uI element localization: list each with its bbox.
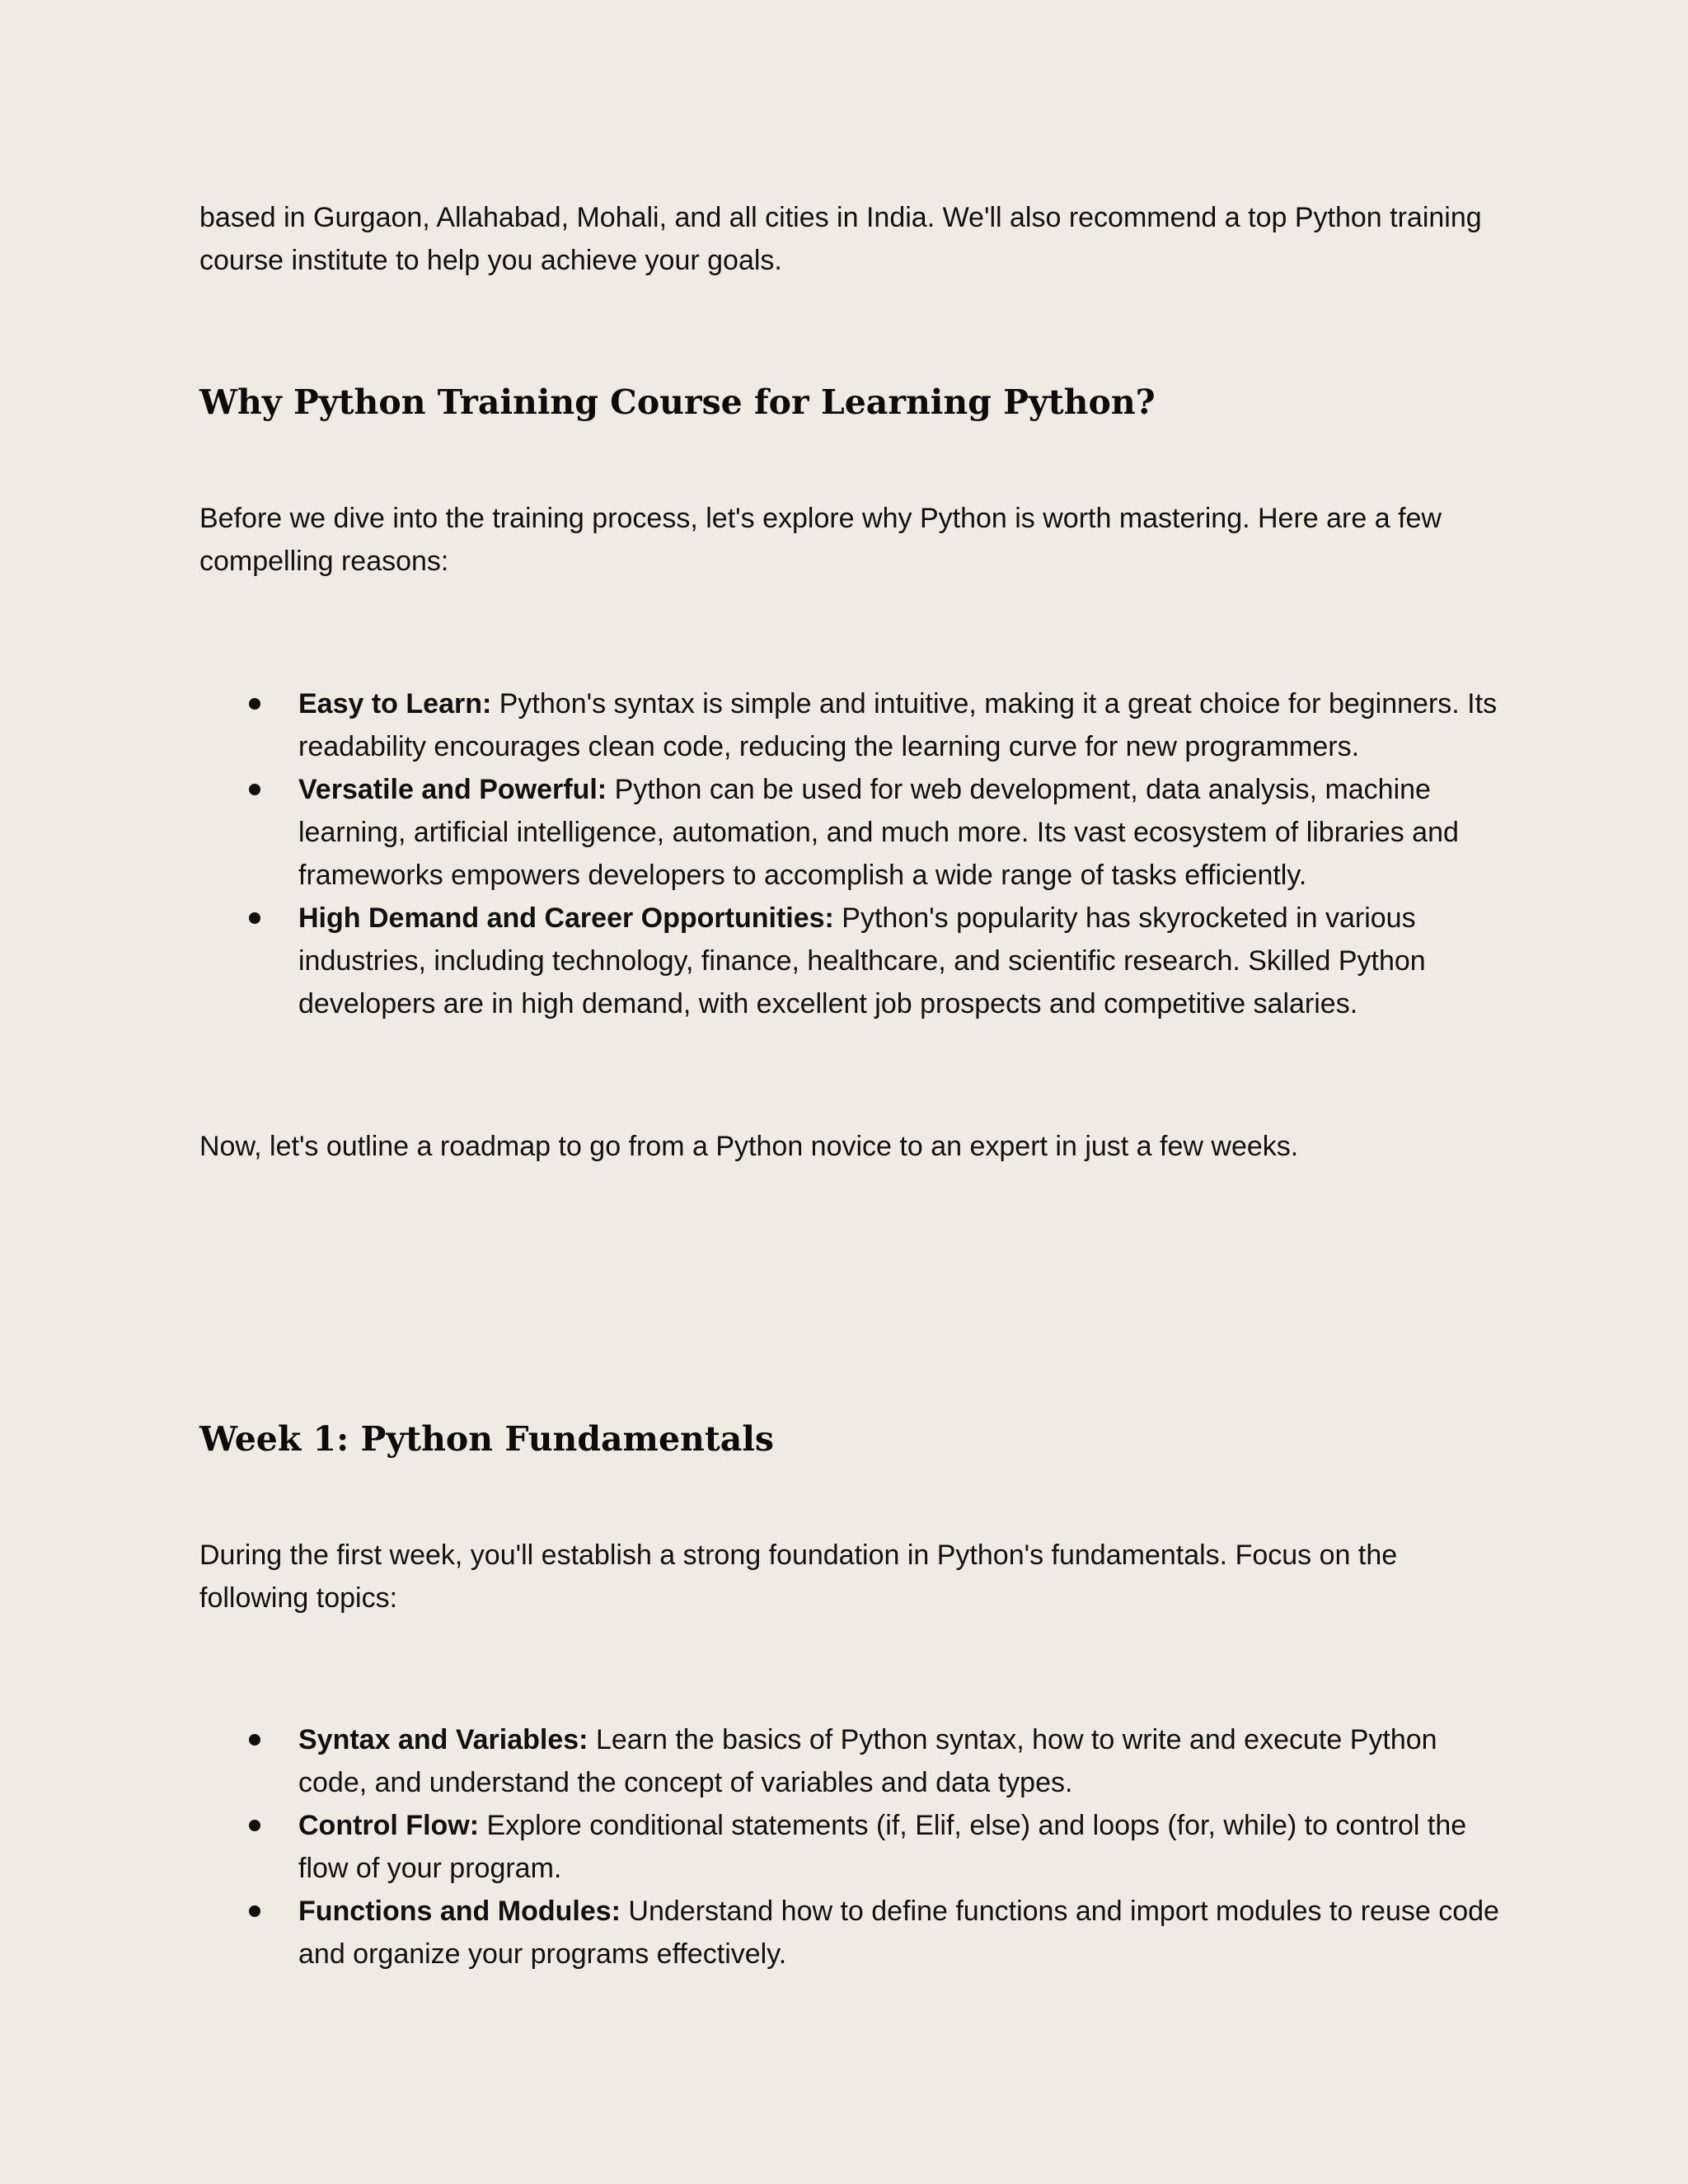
intro-paragraph: based in Gurgaon, Allahabad, Mohali, and all cities in India. We'll also recommend a top Python training course institute to help you achieve your goals. [199,202,1482,276]
list-item [199,1718,1502,1804]
bullet-icon [249,784,260,795]
list-item-text: Understand how to define functions and import modules to reuse code and organize your programs effectively. [298,1896,1499,1970]
week1-topics-bullet-list [199,1718,1502,1975]
section-heading-why-python: Why Python Training Course for Learning Python? [199,382,1156,422]
list-item-term: High Demand and Career Opportunities: [298,902,834,934]
bullet-icon [249,912,260,924]
list-item-term: Easy to Learn: [298,688,492,719]
list-item-text: Python's syntax is simple and intuitive, making it a great choice for beginners. Its readability encourages clean code, reducing the learning curve for new programmers. [298,688,1498,762]
list-item [199,897,1502,1025]
list-item-term: Syntax and Variables: [298,1724,588,1755]
bullet-icon [249,1820,260,1831]
list-item-text: Python can be used for web development, data analysis, machine learning, artificial intelligence, automation, and much more. Its vast ecosystem of libraries and frameworks empowers developers to accomplish a wide range of tasks efficiently. [298,774,1459,891]
list-item [199,1890,1502,1975]
section-why-lead-paragraph: Before we dive into the training process, let's explore why Python is worth mastering. Here are a few compelling reasons: [199,503,1442,577]
list-item-term: Functions and Modules: [298,1896,621,1927]
document-page [199,0,1502,2184]
list-item [199,1804,1502,1890]
list-item-term: Versatile and Powerful: [298,774,607,805]
bullet-icon [249,1905,260,1917]
list-item-text: Python's popularity has skyrocketed in various industries, including technology, finance, healthcare, and scientific research. Skilled Python developers are in high demand, with excellent job prospects and competitive salaries. [298,902,1426,1019]
list-item [199,682,1502,768]
list-item-text: Explore conditional statements (if, Elif, else) and loops (for, while) to control the flow of your program. [298,1810,1467,1884]
section-heading-week-1: Week 1: Python Fundamentals [199,1419,774,1459]
bullet-icon [249,1734,260,1746]
list-item-term: Control Flow: [298,1810,480,1841]
bullet-icon [249,698,260,710]
section-week1-lead-paragraph: During the first week, you'll establish a strong foundation in Python's fundamentals. Focus on the following topics: [199,1540,1398,1614]
list-item [199,768,1502,897]
list-item-text: Learn the basics of Python syntax, how to write and execute Python code, and understand the concept of variables and data types. [298,1724,1437,1798]
roadmap-intro-paragraph: Now, let's outline a roadmap to go from a Python novice to an expert in just a few weeks. [199,1131,1299,1162]
reasons-bullet-list [199,682,1502,1025]
